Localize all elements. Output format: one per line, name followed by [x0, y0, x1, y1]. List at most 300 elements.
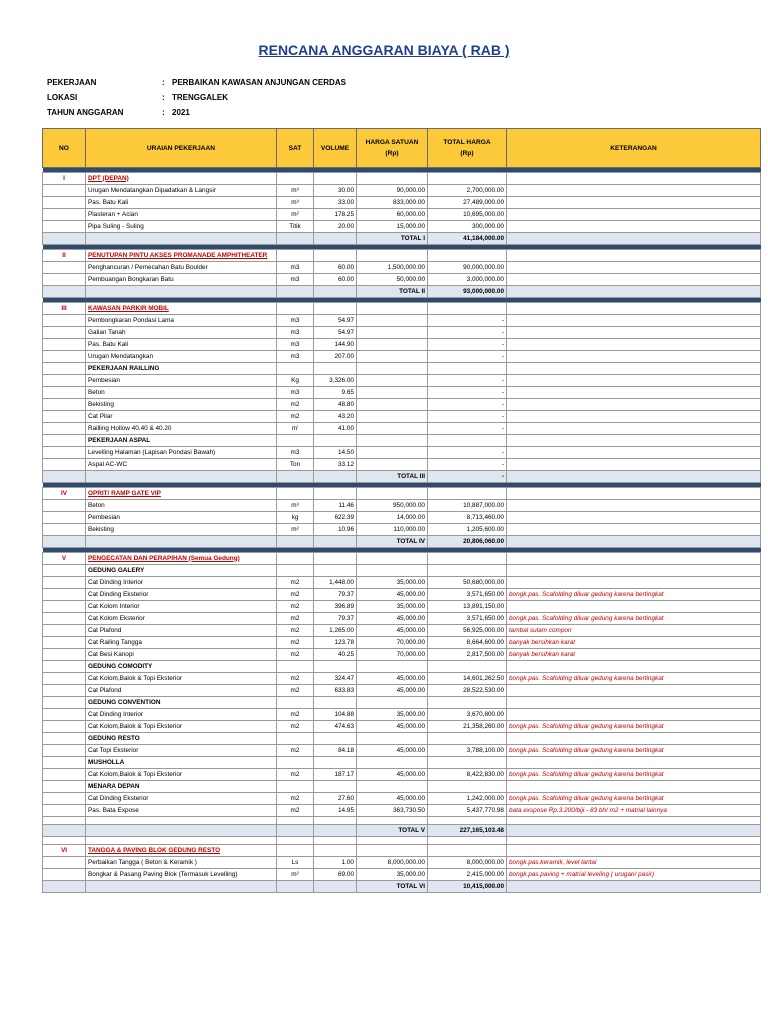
empty-cell: [43, 375, 86, 387]
item-description: Bekisting: [86, 399, 277, 411]
item-unit-price: 15,000.00: [357, 221, 428, 233]
empty-cell: [507, 173, 761, 185]
item-description: Levelling Halaman (Lapisan Pondasi Bawah): [86, 447, 277, 459]
info-value: TRENGGALEK: [172, 93, 228, 102]
empty-cell: [314, 471, 357, 483]
total-row: [43, 825, 761, 837]
subsection-row: [43, 697, 761, 709]
blank-cell: [314, 817, 357, 825]
item-note: [507, 262, 761, 274]
table-row: [43, 625, 761, 637]
empty-cell: [507, 697, 761, 709]
item-description: Cat Dinding Interior: [86, 709, 277, 721]
empty-cell: [507, 553, 761, 565]
item-unit-price: [357, 459, 428, 471]
header-keterangan: KETERANGAN: [507, 129, 761, 168]
table-header-row: [43, 129, 761, 168]
table-row: [43, 274, 761, 286]
total-row: [43, 536, 761, 548]
table-row: [43, 709, 761, 721]
empty-cell: [428, 303, 507, 315]
section-title: KAWASAN PARKIR MOBIL: [88, 304, 169, 312]
item-total-price: -: [428, 351, 507, 363]
item-description: Bekisting: [86, 524, 277, 536]
empty-cell: [357, 565, 428, 577]
item-description: Cat Pilar: [86, 411, 277, 423]
section-row: [43, 553, 761, 565]
item-unit-price: [357, 447, 428, 459]
item-volume: 40.25: [314, 649, 357, 661]
item-total-price: -: [428, 327, 507, 339]
empty-cell: [43, 447, 86, 459]
empty-cell: [428, 697, 507, 709]
blank-row: [43, 817, 761, 825]
empty-cell: [43, 825, 86, 837]
empty-cell: [314, 845, 357, 857]
item-total-price: -: [428, 459, 507, 471]
empty-cell: [43, 399, 86, 411]
item-total-price: 3,788,100.00: [428, 745, 507, 757]
item-unit: m2: [277, 805, 314, 817]
empty-cell: [428, 363, 507, 375]
empty-cell: [43, 351, 86, 363]
empty-cell: [277, 250, 314, 262]
section-title-cell: [86, 553, 277, 565]
item-description: Cat Besi Kanopi: [86, 649, 277, 661]
empty-cell: [507, 661, 761, 673]
subsection-row: [43, 435, 761, 447]
section-number: IV: [43, 488, 86, 500]
item-unit: m3: [277, 351, 314, 363]
item-note: bongk.pas. Scafolding diluar gedung karena bertingkat: [507, 589, 761, 601]
table-row: [43, 589, 761, 601]
table-row: [43, 262, 761, 274]
item-unit: m2: [277, 721, 314, 733]
item-description: Railling Hollow 40.40 & 40.20: [86, 423, 277, 435]
table-row: [43, 601, 761, 613]
table-row: [43, 577, 761, 589]
item-total-price: 2,817,500.00: [428, 649, 507, 661]
empty-cell: [43, 881, 86, 893]
empty-cell: [277, 825, 314, 837]
item-description: Beton: [86, 500, 277, 512]
item-volume: 10.96: [314, 524, 357, 536]
item-volume: 60.00: [314, 262, 357, 274]
item-unit: m2: [277, 769, 314, 781]
item-unit-price: 1,500,000.00: [357, 262, 428, 274]
empty-cell: [43, 524, 86, 536]
item-unit: m2: [277, 637, 314, 649]
empty-cell: [277, 733, 314, 745]
item-volume: 396.89: [314, 601, 357, 613]
item-unit-price: [357, 399, 428, 411]
item-total-price: -: [428, 411, 507, 423]
item-unit: m²: [277, 869, 314, 881]
empty-cell: [43, 685, 86, 697]
section-row: [43, 488, 761, 500]
item-volume: 9.65: [314, 387, 357, 399]
item-note: [507, 274, 761, 286]
empty-cell: [277, 845, 314, 857]
section-number: I: [43, 173, 86, 185]
item-volume: 207.00: [314, 351, 357, 363]
empty-cell: [314, 661, 357, 673]
table-row: [43, 805, 761, 817]
item-unit-price: 70,000.00: [357, 637, 428, 649]
empty-cell: [86, 471, 277, 483]
empty-cell: [86, 286, 277, 298]
item-description: Perbaikan Tangga ( Beton & Keramik ): [86, 857, 277, 869]
item-unit-price: 45,000.00: [357, 589, 428, 601]
empty-cell: [43, 363, 86, 375]
item-description: Cat Plafond: [86, 625, 277, 637]
empty-cell: [357, 488, 428, 500]
blank-cell: [357, 837, 428, 845]
subsection-row: [43, 565, 761, 577]
item-note: [507, 315, 761, 327]
item-note: [507, 399, 761, 411]
item-unit-price: 833,000.00: [357, 197, 428, 209]
subsection-row: [43, 733, 761, 745]
empty-cell: [277, 471, 314, 483]
empty-cell: [314, 757, 357, 769]
item-unit: Ls: [277, 857, 314, 869]
section-title-cell: [86, 173, 277, 185]
item-description: Bongkar & Pasang Paving Blok (Termasuk Levelling): [86, 869, 277, 881]
table-row: [43, 209, 761, 221]
subsection-row: [43, 757, 761, 769]
header-no: NO: [43, 129, 86, 168]
empty-cell: [277, 697, 314, 709]
item-unit: m2: [277, 601, 314, 613]
header-volume: VOLUME: [314, 129, 357, 168]
item-description: Cat Plafond: [86, 685, 277, 697]
item-unit-price: [357, 327, 428, 339]
item-description: Cat Dinding Eksterior: [86, 793, 277, 805]
info-separator: :: [162, 78, 165, 87]
section-title-cell: [86, 250, 277, 262]
empty-cell: [428, 733, 507, 745]
item-note: [507, 339, 761, 351]
item-unit-price: 45,000.00: [357, 685, 428, 697]
section-title-cell: [86, 488, 277, 500]
section-row: [43, 173, 761, 185]
table-row: [43, 327, 761, 339]
empty-cell: [86, 536, 277, 548]
total-row: [43, 471, 761, 483]
empty-cell: [428, 781, 507, 793]
total-value: 93,000,000.00: [428, 286, 507, 298]
empty-cell: [314, 553, 357, 565]
table-row: [43, 857, 761, 869]
empty-cell: [43, 185, 86, 197]
item-unit: m3: [277, 327, 314, 339]
item-description: Cat Kolom Eksterior: [86, 613, 277, 625]
item-note: [507, 709, 761, 721]
item-note: banyak bersihkan karat: [507, 649, 761, 661]
item-unit-price: 45,000.00: [357, 745, 428, 757]
item-volume: 20.00: [314, 221, 357, 233]
empty-cell: [507, 363, 761, 375]
item-unit-price: 90,000.00: [357, 185, 428, 197]
blank-cell: [507, 817, 761, 825]
table-row: [43, 524, 761, 536]
item-description: Penghancuran / Pemecahan Batu Boulder: [86, 262, 277, 274]
empty-cell: [43, 589, 86, 601]
item-unit: kg: [277, 512, 314, 524]
item-volume: 14.50: [314, 447, 357, 459]
item-unit: m': [277, 423, 314, 435]
item-description: Beton: [86, 387, 277, 399]
empty-cell: [43, 857, 86, 869]
empty-cell: [314, 881, 357, 893]
item-unit: m3: [277, 339, 314, 351]
header-uraian: URAIAN PEKERJAAN: [86, 129, 277, 168]
empty-cell: [86, 881, 277, 893]
empty-cell: [277, 757, 314, 769]
item-unit: m2: [277, 685, 314, 697]
item-note: bongk.pas. Scafolding diluar gedung karena bertingkat: [507, 613, 761, 625]
header-sat: SAT: [277, 129, 314, 168]
empty-cell: [277, 303, 314, 315]
empty-cell: [428, 488, 507, 500]
empty-cell: [43, 613, 86, 625]
blank-cell: [86, 817, 277, 825]
table-row: [43, 685, 761, 697]
section-title: OPRIT/ RAMP GATE VIP: [88, 489, 161, 497]
table-row: [43, 512, 761, 524]
empty-cell: [277, 781, 314, 793]
table-row: [43, 315, 761, 327]
item-note: [507, 209, 761, 221]
item-description: Plasteran + Acian: [86, 209, 277, 221]
info-separator: :: [162, 108, 165, 117]
empty-cell: [507, 303, 761, 315]
empty-cell: [277, 536, 314, 548]
item-total-price: 8,422,830.00: [428, 769, 507, 781]
empty-cell: [507, 250, 761, 262]
item-note: [507, 375, 761, 387]
empty-cell: [507, 565, 761, 577]
empty-cell: [507, 825, 761, 837]
empty-cell: [43, 649, 86, 661]
blank-cell: [277, 837, 314, 845]
empty-cell: [277, 233, 314, 245]
empty-cell: [43, 673, 86, 685]
blank-cell: [507, 837, 761, 845]
table-row: [43, 500, 761, 512]
item-volume: 79.37: [314, 589, 357, 601]
item-note: [507, 685, 761, 697]
section-row: [43, 303, 761, 315]
item-description: Cat Topi Eksterior: [86, 745, 277, 757]
item-unit-price: [357, 351, 428, 363]
item-unit: m³: [277, 197, 314, 209]
empty-cell: [357, 757, 428, 769]
item-description: Pembesian: [86, 512, 277, 524]
empty-cell: [43, 286, 86, 298]
table-row: [43, 423, 761, 435]
empty-cell: [428, 250, 507, 262]
empty-cell: [357, 173, 428, 185]
item-unit: m³: [277, 500, 314, 512]
item-description: Cat Railing Tangga: [86, 637, 277, 649]
table-row: [43, 793, 761, 805]
item-total-price: 2,415,000.00: [428, 869, 507, 881]
item-unit-price: 45,000.00: [357, 673, 428, 685]
empty-cell: [277, 435, 314, 447]
item-total-price: 300,000.00: [428, 221, 507, 233]
item-unit: m2: [277, 625, 314, 637]
item-volume: 14.95: [314, 805, 357, 817]
item-note: [507, 327, 761, 339]
table-row: [43, 375, 761, 387]
item-unit: m3: [277, 387, 314, 399]
empty-cell: [314, 781, 357, 793]
empty-cell: [43, 387, 86, 399]
item-volume: 474.63: [314, 721, 357, 733]
empty-cell: [277, 286, 314, 298]
section-row: [43, 845, 761, 857]
item-unit-price: 45,000.00: [357, 721, 428, 733]
subsection-title: MENARA DEPAN: [86, 781, 277, 793]
item-note: [507, 447, 761, 459]
subsection-title: GEDUNG COMODITY: [86, 661, 277, 673]
section-number: V: [43, 553, 86, 565]
empty-cell: [43, 471, 86, 483]
table-row: [43, 613, 761, 625]
item-volume: 60.00: [314, 274, 357, 286]
table-row: [43, 649, 761, 661]
empty-cell: [428, 553, 507, 565]
item-unit: m3: [277, 274, 314, 286]
empty-cell: [43, 327, 86, 339]
empty-cell: [314, 536, 357, 548]
empty-cell: [43, 565, 86, 577]
empty-cell: [43, 709, 86, 721]
item-total-price: 8,713,460.00: [428, 512, 507, 524]
section-number: III: [43, 303, 86, 315]
empty-cell: [43, 459, 86, 471]
empty-cell: [357, 697, 428, 709]
blank-cell: [428, 837, 507, 845]
total-label: TOTAL III: [357, 471, 428, 483]
empty-cell: [277, 363, 314, 375]
empty-cell: [357, 363, 428, 375]
item-unit-price: 35,000.00: [357, 601, 428, 613]
item-total-price: 2,700,000.00: [428, 185, 507, 197]
item-note: [507, 601, 761, 613]
empty-cell: [43, 793, 86, 805]
item-volume: 1,448.00: [314, 577, 357, 589]
item-description: Pembesian: [86, 375, 277, 387]
item-note: bongk.pas. Scafolding diluar gedung karena bertingkat: [507, 745, 761, 757]
item-unit: m²: [277, 524, 314, 536]
empty-cell: [357, 781, 428, 793]
table-row: [43, 637, 761, 649]
info-value: PERBAIKAN KAWASAN ANJUNGAN CERDAS: [172, 78, 346, 87]
subsection-row: [43, 363, 761, 375]
item-note: bongk.pas. Scafolding diluar gedung karena bertingkat: [507, 721, 761, 733]
item-unit-price: 50,000.00: [357, 274, 428, 286]
subsection-row: [43, 661, 761, 673]
item-total-price: -: [428, 387, 507, 399]
item-unit-price: 45,000.00: [357, 769, 428, 781]
item-total-price: 50,680,000.00: [428, 577, 507, 589]
empty-cell: [507, 757, 761, 769]
subsection-title: GEDUNG CONVENTION: [86, 697, 277, 709]
table-row: [43, 399, 761, 411]
item-total-price: -: [428, 399, 507, 411]
item-note: bata exspose Rp.3.200/biji - 83 bh/ m2 + matrial lainnya: [507, 805, 761, 817]
subsection-title: MUSHOLLA: [86, 757, 277, 769]
subsection-row: [43, 781, 761, 793]
empty-cell: [43, 577, 86, 589]
empty-cell: [428, 661, 507, 673]
item-note: [507, 524, 761, 536]
item-unit-price: [357, 423, 428, 435]
empty-cell: [43, 315, 86, 327]
empty-cell: [43, 536, 86, 548]
item-volume: 1,265.00: [314, 625, 357, 637]
section-number: II: [43, 250, 86, 262]
empty-cell: [357, 661, 428, 673]
item-description: Pipa Suling - Suling: [86, 221, 277, 233]
table-row: [43, 447, 761, 459]
empty-cell: [277, 553, 314, 565]
empty-cell: [43, 757, 86, 769]
total-label: TOTAL V: [357, 825, 428, 837]
item-volume: 27.60: [314, 793, 357, 805]
empty-cell: [314, 233, 357, 245]
item-volume: 41.00: [314, 423, 357, 435]
empty-cell: [43, 197, 86, 209]
item-note: bongk.pas. Scafolding diluar gedung karena bertingkat: [507, 769, 761, 781]
empty-cell: [86, 825, 277, 837]
item-total-price: 5,437,770.98: [428, 805, 507, 817]
item-total-price: 13,891,150.00: [428, 601, 507, 613]
item-total-price: 3,571,650.00: [428, 589, 507, 601]
empty-cell: [428, 435, 507, 447]
item-unit-price: 8,000,000.00: [357, 857, 428, 869]
empty-cell: [277, 661, 314, 673]
item-unit: m²: [277, 209, 314, 221]
item-volume: 54.97: [314, 327, 357, 339]
section-title-cell: [86, 845, 277, 857]
info-value: 2021: [172, 108, 190, 117]
empty-cell: [43, 733, 86, 745]
item-unit: m2: [277, 673, 314, 685]
item-total-price: 10,695,000.00: [428, 209, 507, 221]
item-unit: Kg: [277, 375, 314, 387]
item-unit: m2: [277, 411, 314, 423]
item-total-price: 10,887,000.00: [428, 500, 507, 512]
item-unit-price: 45,000.00: [357, 625, 428, 637]
item-unit: m2: [277, 649, 314, 661]
empty-cell: [43, 512, 86, 524]
table-row: [43, 673, 761, 685]
empty-cell: [43, 262, 86, 274]
item-volume: 123.78: [314, 637, 357, 649]
item-total-price: 3,000,000.00: [428, 274, 507, 286]
item-volume: 30.00: [314, 185, 357, 197]
empty-cell: [314, 435, 357, 447]
item-volume: 144.90: [314, 339, 357, 351]
item-unit-price: 35,000.00: [357, 869, 428, 881]
item-total-price: -: [428, 423, 507, 435]
section-title: PENUTUPAN PINTU AKSES PROMANADE AMPHITHEATER: [88, 251, 268, 259]
empty-cell: [43, 697, 86, 709]
